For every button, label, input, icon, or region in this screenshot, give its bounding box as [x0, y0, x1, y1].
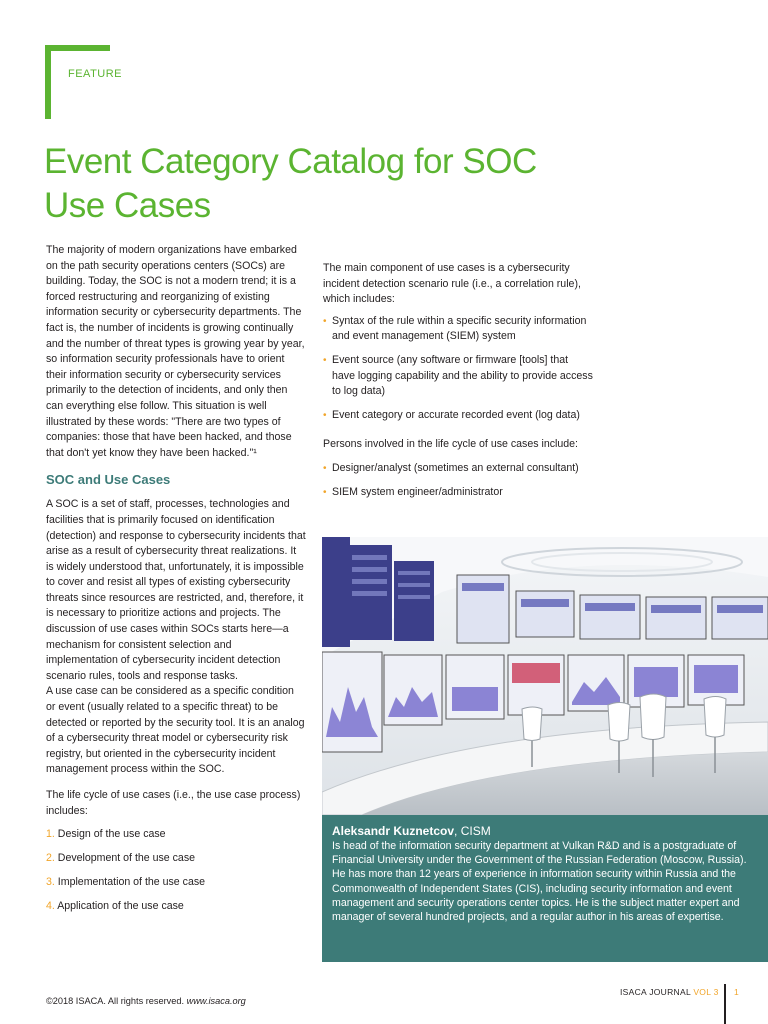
soc-control-room-photo — [322, 537, 768, 815]
corner-accent-horizontal — [45, 45, 110, 51]
page-number: 1 — [734, 987, 739, 997]
list-item: • Event source (any software or firmware [tools] that have logging capability and the ability to provide access to log data) — [323, 353, 593, 398]
main-component-paragraph: The main component of use cases is a cybersecurity incident detection scenario rule (i.e., a correlation rule), which includes: — [323, 262, 581, 306]
corner-accent-vertical — [45, 45, 51, 119]
rule-list — [323, 314, 593, 424]
list-item: • Event category or accurate recorded event (log data) — [323, 408, 593, 424]
footer-divider — [724, 984, 726, 1024]
list-item: • SIEM system engineer/administrator — [323, 485, 593, 501]
footer-url[interactable]: www.isaca.org — [186, 996, 246, 1006]
right-column — [323, 261, 593, 508]
author-bio-text: Is head of the information security department at Vulkan R&D and is a postgraduate of Financial University under the Government of the Russian Federation (Moscow, Russia). He has more than 12 years of experience in information security within Russia and the Commonwealth of Independent States (CIS), including security information and event management and security operations center topics. He is the subject matter expert and manager of several hundred projects, and a regular author in his areas of expertise. — [332, 840, 747, 924]
use-case-paragraph: A use case can be considered as a specific condition or event (usually related to a specific threat) to be detected or reported by the security tool. It is an analog of a cybersecurity threat model or cybersecurity risk registry, but oriented in the cybersecurity incident management process within the SOC. — [46, 685, 305, 776]
list-item: • Designer/analyst (sometimes an external consultant) — [323, 461, 593, 477]
lifecycle-list — [46, 827, 306, 914]
footer-copyright: ©2018 ISACA. All rights reserved. www.isaca.org — [46, 996, 246, 1006]
bullet-icon: • — [323, 409, 327, 421]
bullet-icon: • — [323, 462, 327, 474]
list-item: 2. Development of the use case — [46, 852, 196, 865]
list-item: 3. Implementation of the use case — [46, 875, 206, 888]
soc-paragraph: A SOC is a set of staff, processes, technologies and facilities that is primarily focused on identification (detection) and response to cybersecurity incidents that arise as a result of cybersecurity threat realizations. It is widely understood that, unfortunately, it is impossible to cover and resist all types of existing cybersecurity threats since resources are restricted, and, therefore, it is necessary to prioritize actions and projects. The discussion of use cases within SOCs starts here—a mechanism for consistent selection and implementation of cybersecurity incident detection scenario rules, tools and response tasks. — [46, 498, 306, 682]
bullet-icon: • — [323, 486, 327, 498]
left-column — [46, 243, 306, 923]
author-name: Aleksandr Kuznetcov — [332, 824, 455, 838]
footer-journal: ISACA JOURNAL VOL 3 — [620, 987, 719, 997]
article-title: Event Category Catalog for SOC Use Cases — [44, 142, 537, 225]
author-credential: , CISM — [454, 824, 491, 838]
lifecycle-intro: The life cycle of use cases (i.e., the use case process) includes: — [46, 789, 301, 817]
list-item: • Syntax of the rule within a specific security information and event management (SIEM) system — [323, 314, 587, 343]
list-item: 1. Design of the use case — [46, 828, 166, 841]
section-heading: SOC and Use Cases — [46, 472, 171, 488]
bullet-icon: • — [323, 354, 327, 366]
list-item: 4. Application of the use case — [46, 899, 184, 912]
section-label: FEATURE — [68, 68, 123, 80]
intro-paragraph: The majority of modern organizations have embarked on the path security operations centers (SOCs) are building. Today, the SOC is not a modern trend; it is a forced restructuring and reorganizing of existing information security or cybersecurity departments. The fact is, the number of incidents is growing continually and the number of threat types is growing year by year, so information security professionals have to orient their information security or cybersecurity services primarily to the detection of incidents, and only then can everything else follow. This situation is well illustrated by these words: "There are two types of companies: those that have been hacked, and those that don't yet know they have been hacked."¹ — [46, 244, 305, 459]
author-bio — [322, 815, 768, 962]
author-name-line — [332, 823, 758, 839]
bullet-icon: • — [323, 315, 327, 327]
persons-list — [323, 461, 593, 500]
persons-intro: Persons involved in the life cycle of use cases include: — [323, 438, 578, 451]
